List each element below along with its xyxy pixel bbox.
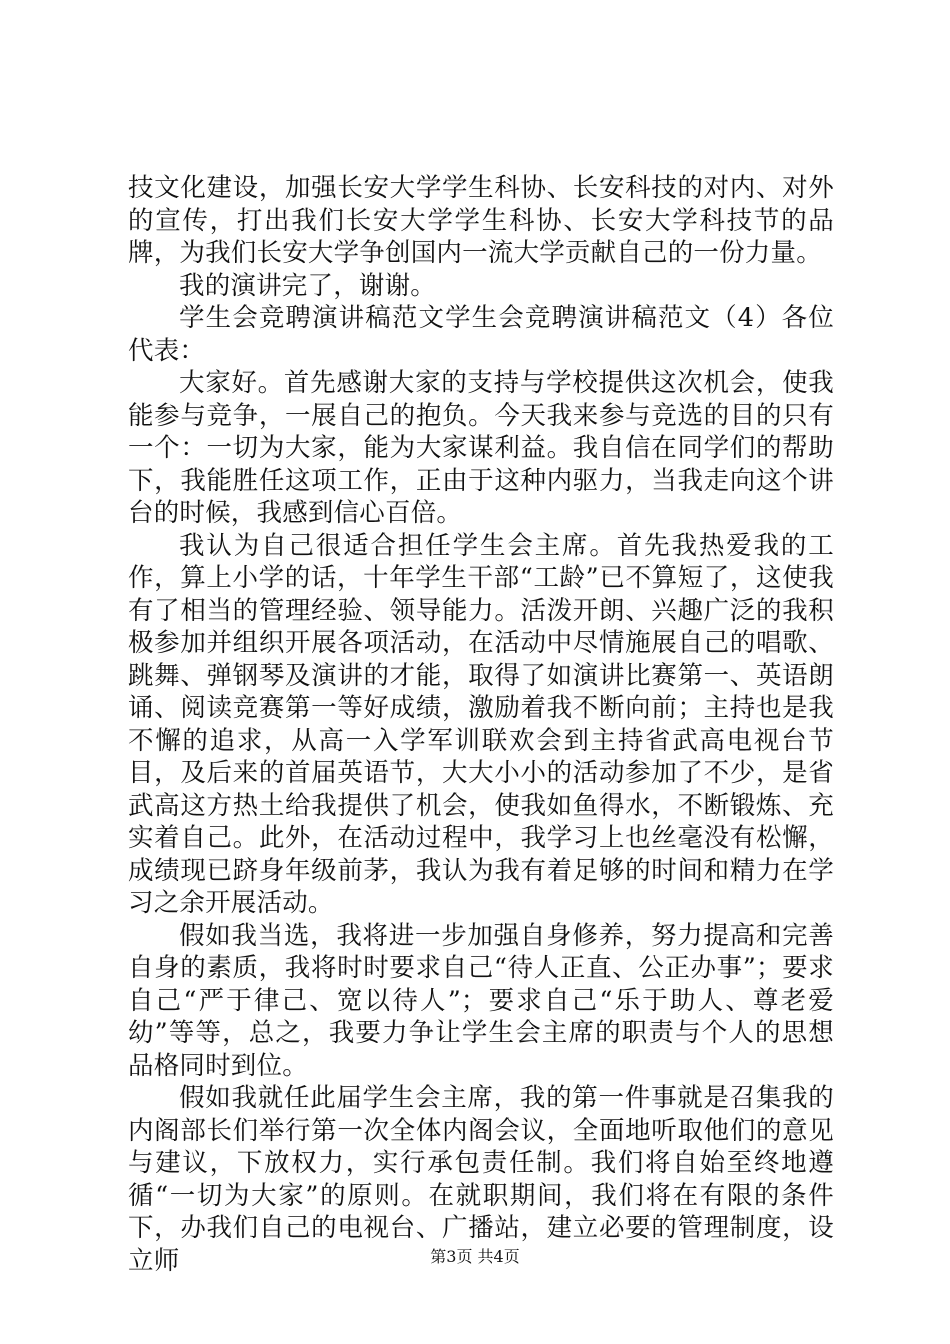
paragraph-closing: 我的演讲完了，谢谢。 (179, 270, 437, 301)
page-footer: 第3页 共4页 (430, 1247, 520, 1266)
document-body (128, 172, 834, 1277)
paragraph-greeting: 大家好。首先感谢大家的支持与学校提供这次机会，使我能参与竞争，一展自己的抱负。今天我来参与竞选的目的只有一个：一切为大家，能为大家谋利益。我自信在同学们的帮助下，我能胜任这项工作，正由于这种内驱力，当我走向这个讲台的时候，我感到信心百倍。 (128, 368, 834, 528)
paragraph-qualifications: 我认为自己很适合担任学生会主席。首先我热爱我的工作，算上小学的话，十年学生干部“工龄”已不算短了，这使我有了相当的管理经验、领导能力。活泼开朗、兴趣广泛的我积极参加并组织开展各项活动，在活动中尽情施展自己的唱歌、跳舞、弹钢琴及演讲的才能，取得了如演讲比赛第一、英语朗诵、阅读竞赛第一等好成绩，激励着我不断向前；主持也是我不懈的追求，从高一入学军训联欢会到主持省武高电视台节目，及后来的首届英语节，大大小小的活动参加了不少，是省武高这方热土给我提供了机会，使我如鱼得水，不断锻炼、充实着自己。此外，在活动过程中，我学习上也丝毫没有松懈，成绩现已跻身年级前茅，我认为我有着足够的时间和精力在学习之余开展活动。 (128, 530, 834, 918)
paragraph-plans: 假如我就任此届学生会主席，我的第一件事就是召集我的内阁部长们举行第一次全体内阁会议，全面地听取他们的意见与建议，下放权力，实行承包责任制。我们将自始至终地遵循“一切为大家”的原则。在就职期间，我们将在有限的条件下，办我们自己的电视台、广播站，建立必要的管理制度，设立师 (128, 1083, 834, 1276)
paragraph-if-elected: 假如我当选，我将进一步加强自身修养，努力提高和完善自身的素质，我将时时要求自己“待人正直、公正办事”；要求自己“严于律己、宽以待人”；要求自己“乐于助人、尊老爱幼”等等，总之，我要力争让学生会主席的职责与个人的思想品格同时到位。 (128, 920, 834, 1081)
paragraph-heading: 学生会竞聘演讲稿范文学生会竞聘演讲稿范文（4）各位代表： (128, 303, 834, 366)
paragraph-continuation: 技文化建设，加强长安大学学生科协、长安科技的对内、对外的宣传，打出我们长安大学学生科协、长安大学科技节的品牌，为我们长安大学争创国内一流大学贡献自己的一份力量。 (128, 173, 834, 268)
